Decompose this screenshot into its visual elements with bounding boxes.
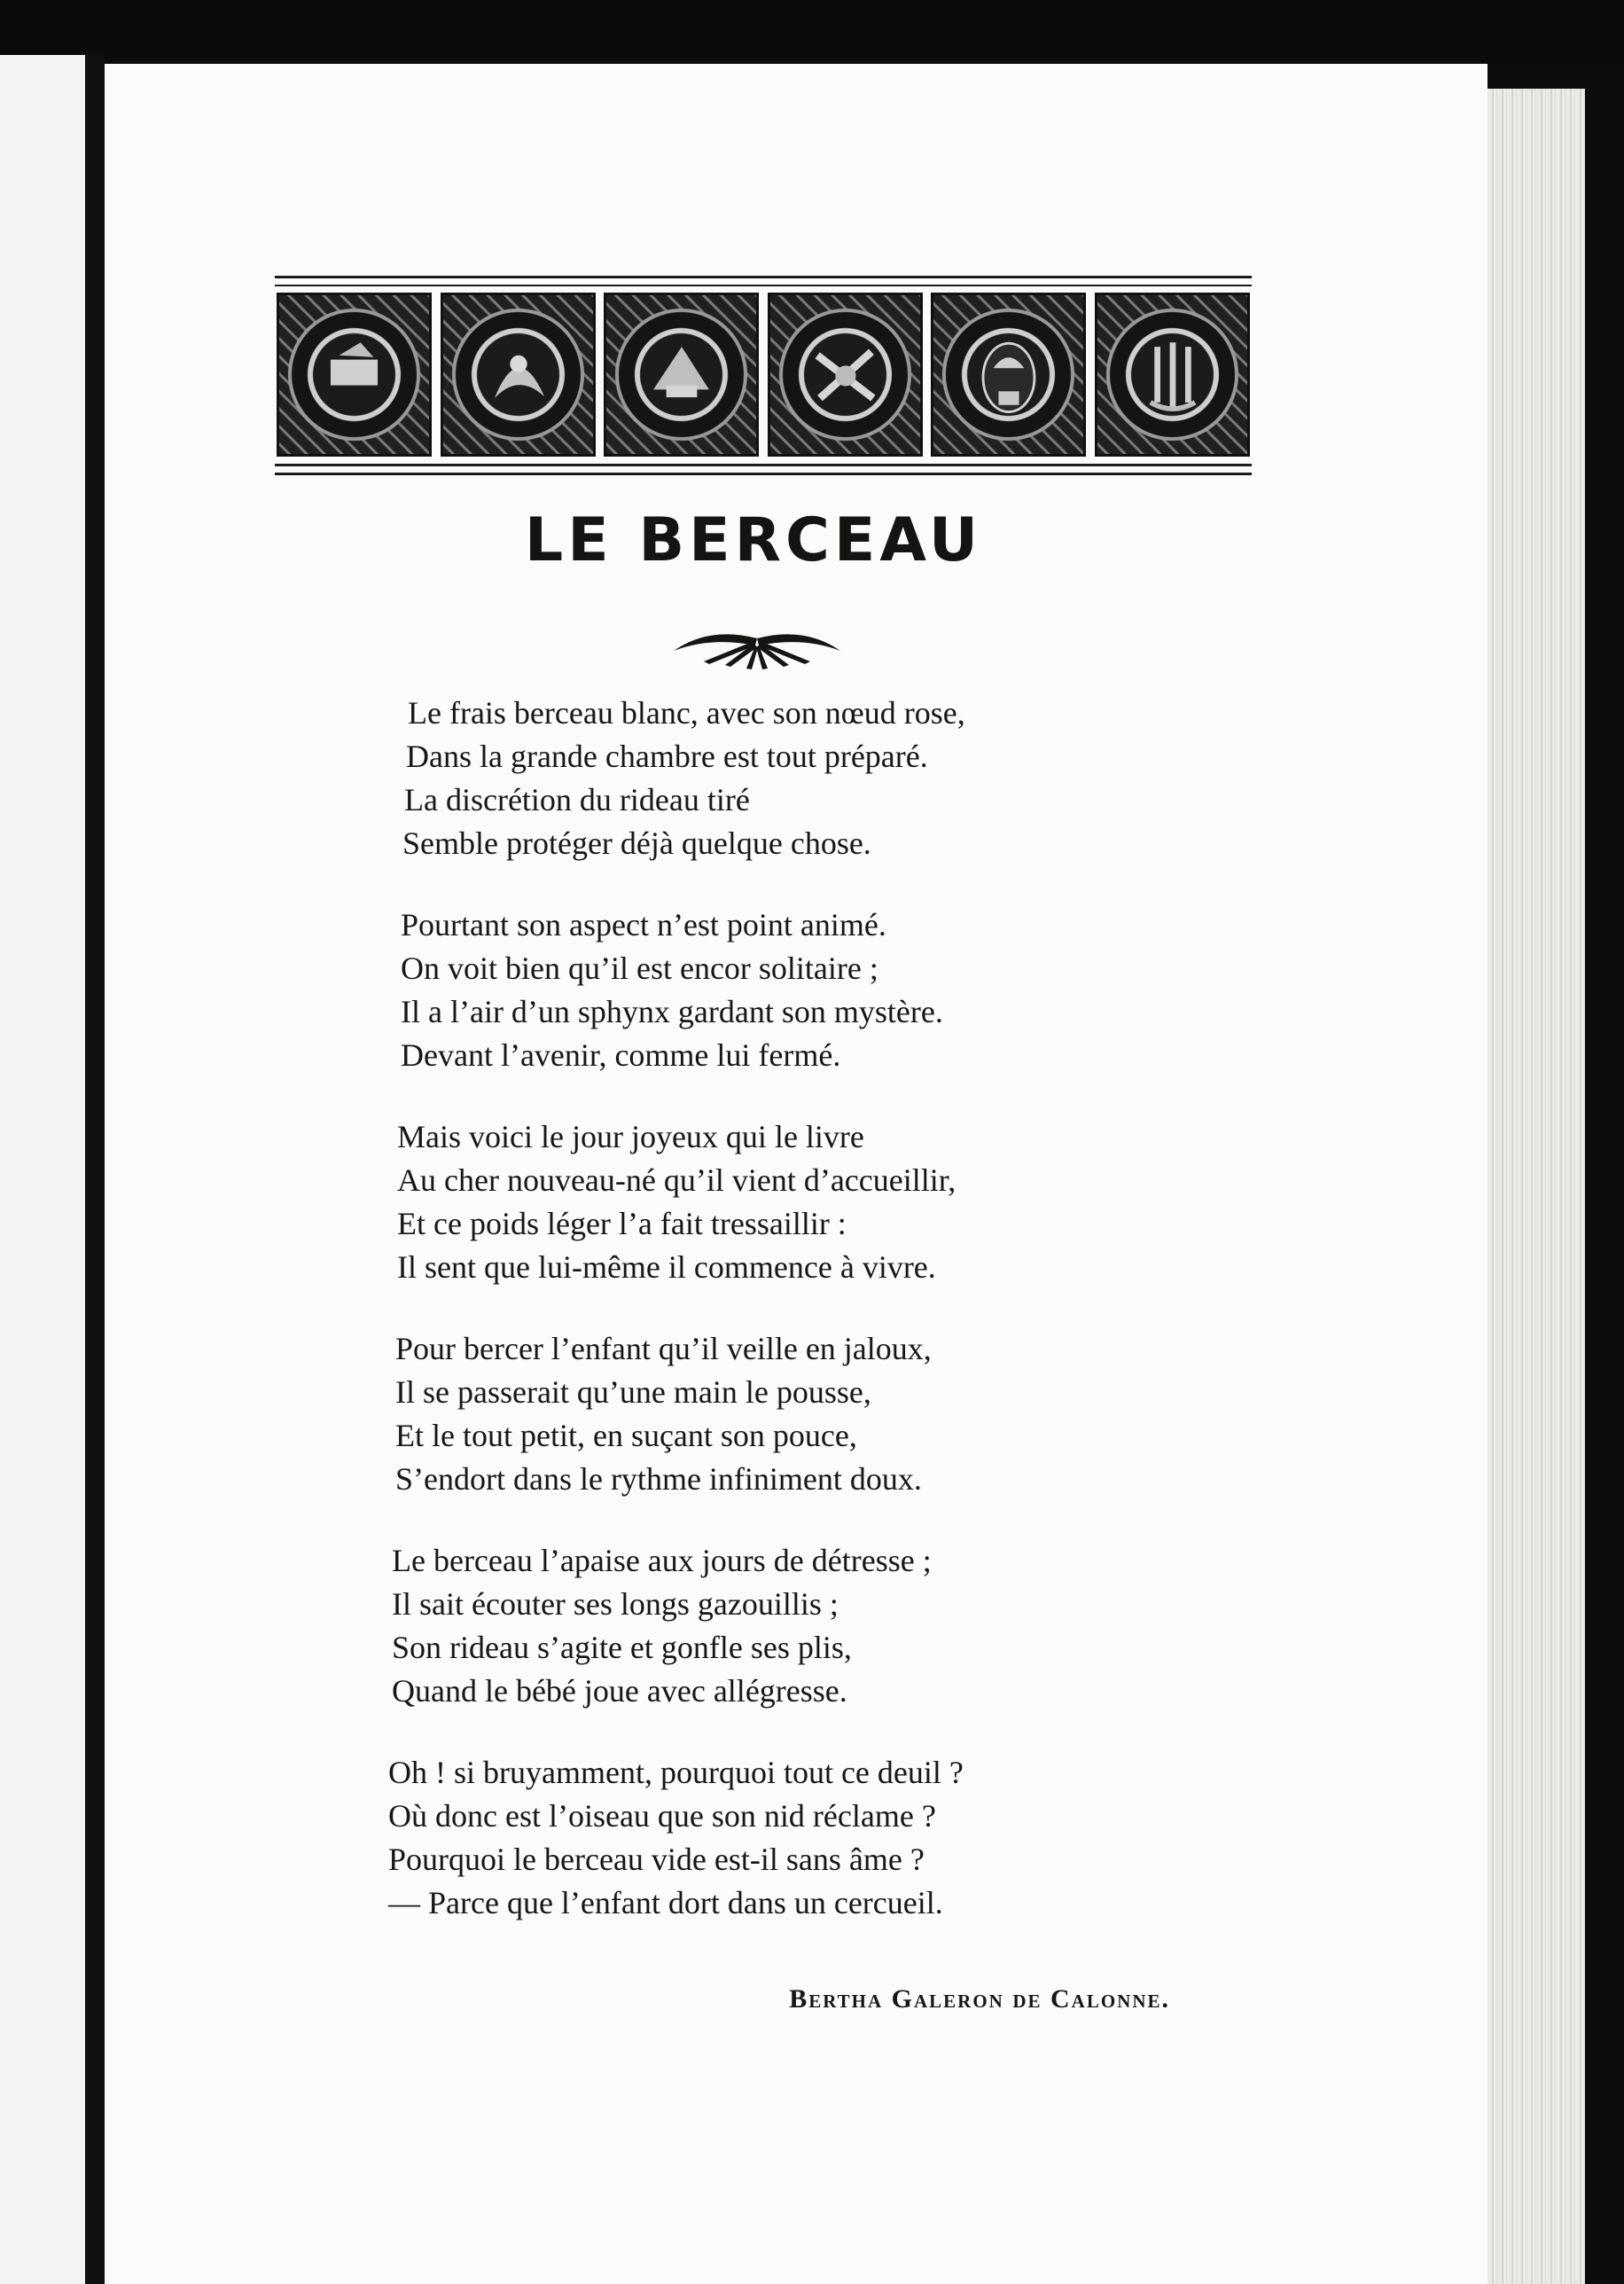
header-rule-top	[275, 276, 1252, 278]
verse-line: Il a l’air d’un sphynx gardant son mystère.	[401, 994, 943, 1029]
verse-line: S’endort dans le rythme infiniment doux.	[395, 1461, 922, 1497]
stanza	[401, 903, 1188, 1077]
author-signature: Bertha Galeron de Calonne.	[789, 1984, 1170, 2014]
verse-line: — Parce que l’enfant dort dans un cercueil.	[388, 1885, 943, 1920]
verse-line: Et ce poids léger l’a fait tressaillir :	[397, 1206, 847, 1241]
medallion-ornament	[604, 293, 759, 457]
poem-body	[390, 692, 1188, 1963]
verse-line: Où donc est l’oiseau que son nid réclame ?	[388, 1798, 936, 1834]
header-rule-top-thin	[275, 285, 1252, 286]
header-rule-bottom-thick	[275, 473, 1252, 475]
medallion-ornament	[768, 293, 923, 457]
medallion-portrait	[931, 293, 1086, 457]
page-stack-edge	[1487, 89, 1585, 2284]
stanza	[397, 1115, 1188, 1289]
verse-line: Il se passerait qu’une main le pousse,	[395, 1374, 871, 1410]
verse-line: Pourquoi le berceau vide est-il sans âme ?	[388, 1842, 925, 1877]
fan-ornament-icon	[672, 619, 842, 670]
verse-line: Mais voici le jour joyeux qui le livre	[397, 1119, 864, 1154]
book-gutter	[85, 55, 105, 2284]
verse-line: Semble protéger déjà quelque chose.	[402, 825, 871, 861]
poem-title: LE BERCEAU	[524, 505, 983, 575]
stanza	[390, 692, 1188, 865]
stanza	[388, 1751, 1188, 1925]
verse-line: Pourtant son aspect n’est point animé.	[401, 907, 886, 943]
header-rule-bottom	[275, 464, 1252, 466]
medallion-ornament	[277, 293, 432, 457]
verse-line: La discrétion du rideau tiré	[404, 782, 750, 817]
medallion-ornament	[1095, 293, 1250, 457]
verse-line: On voit bien qu’il est encor solitaire ;	[401, 950, 878, 986]
verse-line: Au cher nouveau-né qu’il vient d’accueillir,	[397, 1162, 956, 1198]
verse-line: Devant l’avenir, comme lui fermé.	[401, 1037, 841, 1073]
verse-line: Quand le bébé joue avec allégresse.	[392, 1673, 847, 1709]
facing-page-edge	[0, 55, 85, 2284]
medallion-ornament	[441, 293, 596, 457]
verse-line: Oh ! si bruyamment, pourquoi tout ce deuil ?	[388, 1755, 964, 1790]
verse-line: Il sait écouter ses longs gazouillis ;	[392, 1586, 839, 1622]
stanza	[395, 1327, 1188, 1501]
scan-top-border	[0, 0, 1624, 64]
verse-line: Dans la grande chambre est tout préparé.	[406, 739, 928, 774]
verse-line: Son rideau s’agite et gonfle ses plis,	[392, 1630, 852, 1665]
verse-line: Le frais berceau blanc, avec son nœud rose,	[408, 695, 965, 731]
verse-line: Le berceau l’apaise aux jours de détresse ;	[392, 1543, 932, 1578]
verse-line: Et le tout petit, en suçant son pouce,	[395, 1418, 857, 1453]
header-ornament-band	[277, 293, 1250, 457]
scan-right-border	[1585, 80, 1624, 2284]
stanza	[392, 1539, 1188, 1713]
verse-line: Il sent que lui-même il commence à vivre.	[397, 1249, 936, 1285]
verse-line: Pour bercer l’enfant qu’il veille en jaloux,	[395, 1331, 932, 1366]
